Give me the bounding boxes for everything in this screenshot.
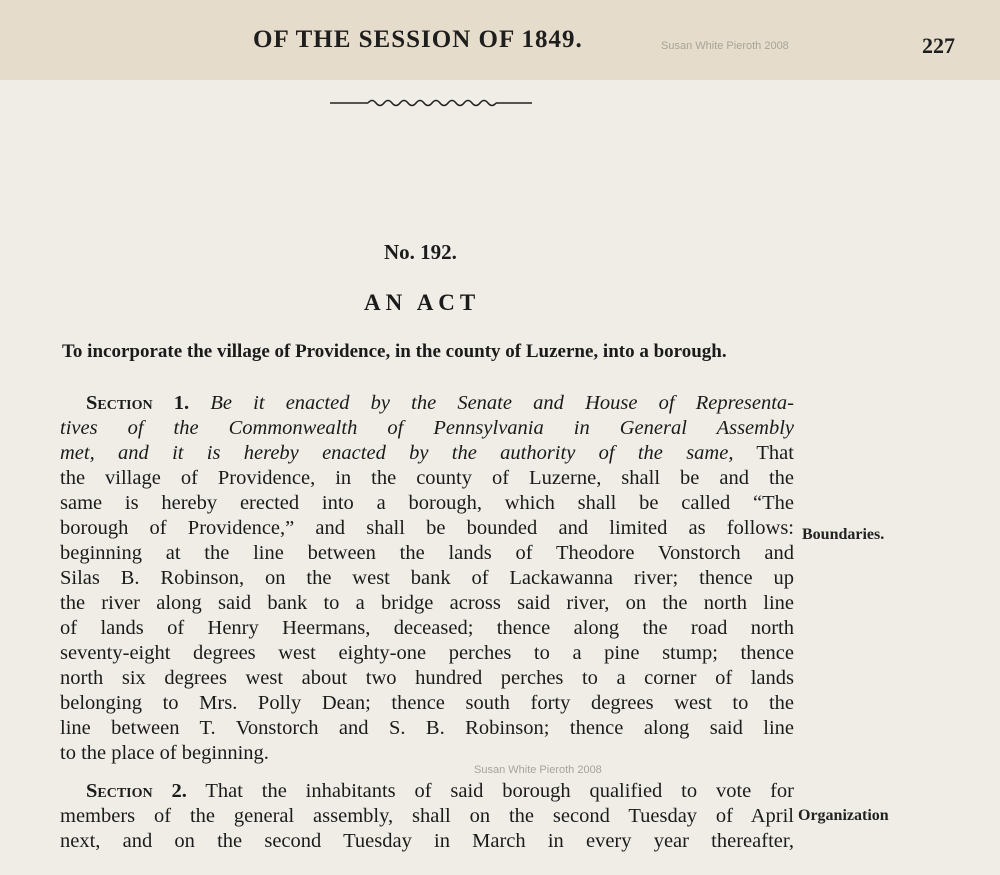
section1-body-line: Silas B. Robinson, on the west bank of Lackawanna river; thence up <box>60 567 794 589</box>
section1-body-line: of lands of Henry Heermans, deceased; thence along the road north <box>60 617 794 639</box>
section1-body-line: beginning at the line between the lands of Theodore Vonstorch and <box>60 542 794 564</box>
watermark-bottom: Susan White Pieroth 2008 <box>474 764 602 776</box>
section1-body-line: to the place of beginning. <box>60 742 269 764</box>
section2-line-1 <box>60 779 794 804</box>
act-number: No. 192. <box>384 240 457 264</box>
section1-line-2 <box>60 416 794 441</box>
margin-note-boundaries: Boundaries. <box>802 526 885 543</box>
section1-body-line: borough of Providence,” and shall be bounded and limited as follows: <box>60 517 794 539</box>
enacting-clause-2: tives of the Commonwealth of Pennsylvania in General Assembly <box>60 417 794 439</box>
page-number: 227 <box>922 33 955 58</box>
section2-text: That the inhabitants of said borough qualified to vote for <box>205 780 795 802</box>
section1-body-line: same is hereby erected into a borough, which shall be called “The <box>60 492 794 514</box>
section1-body-line: seventy-eight degrees west eighty-one perches to a pine stump; thence <box>60 642 794 664</box>
section1-body-line: the village of Providence, in the county of Luzerne, shall be and the <box>60 467 794 489</box>
section1-body-line: north six degrees west about two hundred perches to a corner of lands <box>60 667 794 689</box>
enacting-clause-3: met, and it is hereby enacted by the authority of the same, <box>60 442 734 464</box>
ornamental-rule <box>330 96 532 110</box>
margin-note-organization: Organization <box>798 807 889 824</box>
section1-label: Section 1. <box>86 392 190 414</box>
act-title: To incorporate the village of Providence, in the county of Luzerne, into a borough. <box>62 341 727 362</box>
section2-body-line: next, and on the second Tuesday in March in every year thereafter, <box>60 830 794 852</box>
running-head: OF THE SESSION OF 1849. <box>253 26 583 53</box>
section1-body-line: line between T. Vonstorch and S. B. Robinson; thence along said line <box>60 717 794 739</box>
section1-body-line: belonging to Mrs. Polly Dean; thence south forty degrees west to the <box>60 692 794 714</box>
section2-body-line: members of the general assembly, shall on the second Tuesday of April <box>60 805 794 827</box>
section2-label: Section 2. <box>86 780 187 802</box>
section1-line-1 <box>60 391 794 416</box>
section1-line-3 <box>60 441 794 466</box>
watermark-top: Susan White Pieroth 2008 <box>661 40 789 52</box>
enacting-clause-1: Be it enacted by the Senate and House of Representa- <box>210 392 795 414</box>
act-heading: AN ACT <box>364 290 481 315</box>
enacting-clause-tail: That <box>756 442 794 464</box>
section1-body-line: the river along said bank to a bridge across said river, on the north line <box>60 592 794 614</box>
